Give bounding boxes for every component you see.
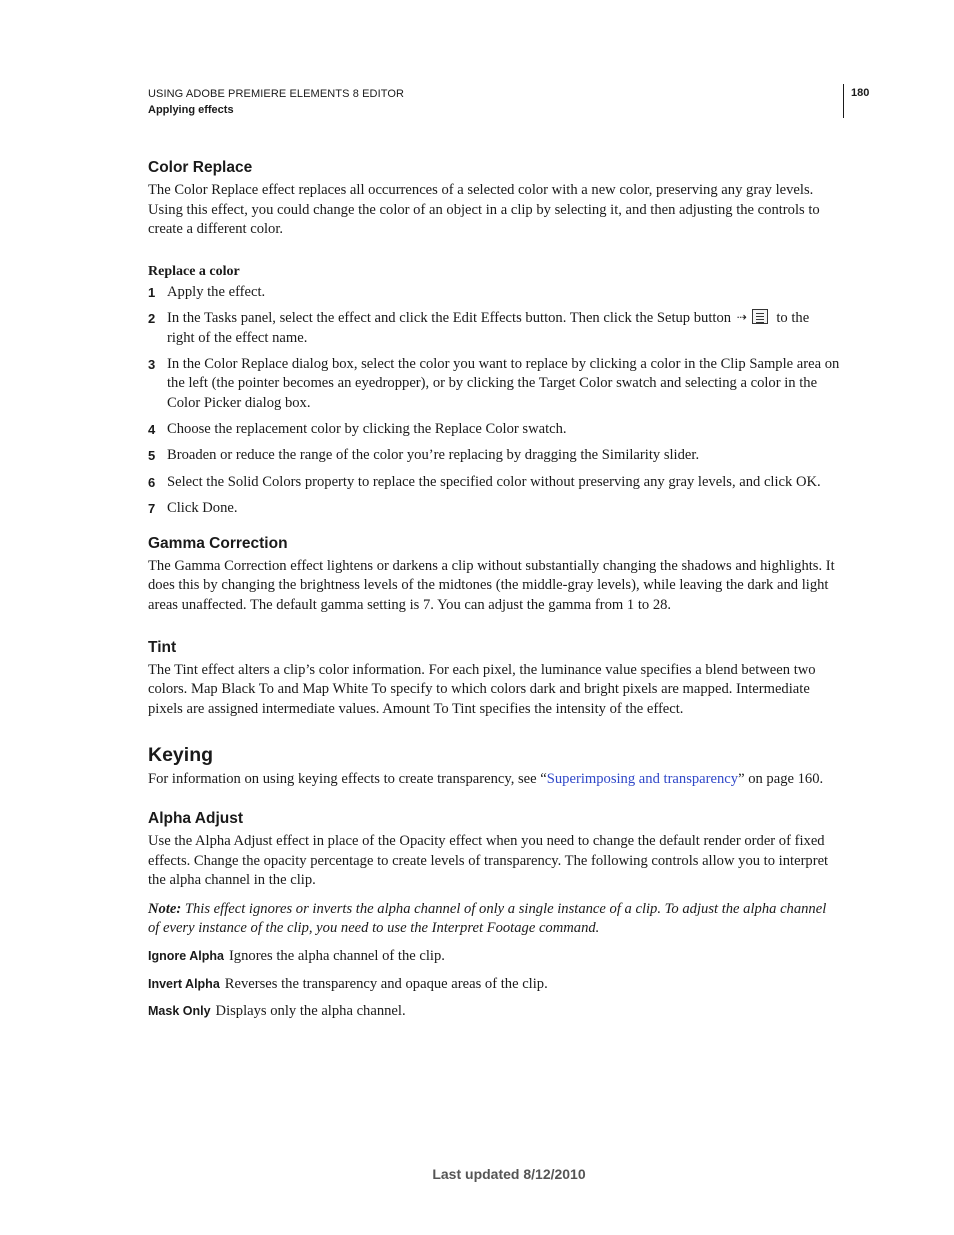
step-4 — [148, 420, 840, 440]
alpha-adjust-text: Use the Alpha Adjust effect in place of the Opacity effect when you need to change the default render order of fixed effects. Change the opacity percentage to create levels of transparency. The following controls allow you to interpret the alpha channel in the clip. — [148, 833, 829, 889]
term-label: Mask Only — [148, 1004, 211, 1019]
step-text: Broaden or reduce the range of the color you’re replacing by dragging the Similarity slider. — [167, 447, 700, 464]
heading-tint: Tint — [148, 638, 177, 656]
last-updated: Last updated 8/12/2010 — [432, 1166, 586, 1182]
step-text: Apply the effect. — [167, 283, 266, 300]
step-2 — [148, 309, 840, 348]
heading-alpha-adjust: Alpha Adjust — [148, 810, 244, 828]
step-number: 7 — [148, 500, 156, 516]
step-text-before: In the Tasks panel, select the effect and click the Edit Effects button. Then click the Setup button — [167, 309, 732, 326]
term-definition: Displays only the alpha channel. — [215, 1003, 406, 1020]
step-number: 5 — [148, 448, 156, 464]
term-ignore-alpha — [148, 947, 840, 967]
step-1 — [148, 283, 840, 303]
step-text: Choose the replacement color by clicking the Replace Color swatch. — [167, 421, 567, 438]
tint-text: The Tint effect alters a clip’s color information. For each pixel, the luminance value specifies a blend between two colors. Map Black To and Map White To specify to which colors dark and bright pixels are mapped. Intermediate pixels are assigned intermediate values. Amount To Tint specifies the intensity of the effect. — [148, 661, 816, 717]
step-number: 1 — [148, 284, 156, 300]
term-definition: Ignores the alpha channel of the clip. — [228, 948, 445, 964]
running-header-title: USING ADOBE PREMIERE ELEMENTS 8 EDITOR — [148, 88, 405, 100]
step-text-after: to the right of the effect name. — [167, 309, 810, 346]
term-label: Invert Alpha — [148, 976, 220, 991]
term-definition: Reverses the transparency and opaque areas of the clip. — [224, 975, 548, 992]
term-label: Ignore Alpha — [148, 949, 224, 963]
term-invert-alpha — [148, 975, 840, 995]
procedure-steps — [148, 283, 840, 519]
page-content — [148, 158, 840, 1022]
keying-text — [148, 770, 840, 790]
step-6 — [148, 473, 840, 493]
step-number: 4 — [148, 422, 156, 438]
page-number: 180 — [851, 87, 870, 99]
color-replace-intro: The Color Replace effect replaces all occurrences of a selected color with a new color, preserving any gray levels. Using this effect, you could change the color of an object in a clip by selecting it, and then adjusting the controls to create a different color. — [148, 182, 820, 238]
setup-button-icon: ⇢ — [737, 309, 771, 325]
procedure-title: Replace a color — [148, 263, 240, 279]
heading-gamma-correction: Gamma Correction — [148, 534, 288, 552]
step-number: 3 — [148, 356, 156, 372]
heading-color-replace: Color Replace — [148, 159, 253, 176]
running-header-chapter: Applying effects — [148, 104, 234, 116]
term-mask-only — [148, 1002, 840, 1022]
step-5 — [148, 446, 840, 466]
note-label: Note: — [148, 900, 182, 917]
step-text: In the Color Replace dialog box, select the color you want to replace by clicking a color in the Clip Sample area on the left (the pointer becomes an eyedropper), or by clicking the Target Color swatch and selecting a color in the Color Picker dialog box. — [167, 355, 840, 411]
step-text: Select the Solid Colors property to replace the specified color without preserving any gray levels, and click OK. — [167, 473, 821, 490]
keying-text-before: For information on using keying effects to create transparency, see “ — [148, 771, 547, 788]
step-text: Click Done. — [167, 499, 238, 516]
step-7 — [148, 499, 840, 519]
alpha-adjust-note — [148, 900, 840, 939]
header-divider — [843, 84, 844, 118]
step-number: 2 — [148, 310, 156, 326]
heading-keying: Keying — [148, 744, 214, 767]
step-3 — [148, 355, 840, 414]
note-text: This effect ignores or inverts the alpha channel of only a single instance of a clip. To adjust the alpha channel of every instance of the clip, you need to use the Interpret Footage command. — [148, 900, 827, 937]
superimposing-link[interactable]: Superimposing and transparency — [546, 771, 739, 788]
page-footer — [0, 1166, 954, 1182]
gamma-correction-text: The Gamma Correction effect lightens or darkens a clip without substantially changing the shadows and highlights. It does this by changing the brightness levels of the midtones (the middle-gray levels), while leaving the dark and light areas unaffected. The default gamma setting is 7. You can adjust the gamma from 1 to 28. — [148, 557, 835, 614]
step-text — [167, 309, 840, 348]
step-number: 6 — [148, 474, 156, 490]
keying-text-after: ” on page 160. — [738, 771, 824, 788]
